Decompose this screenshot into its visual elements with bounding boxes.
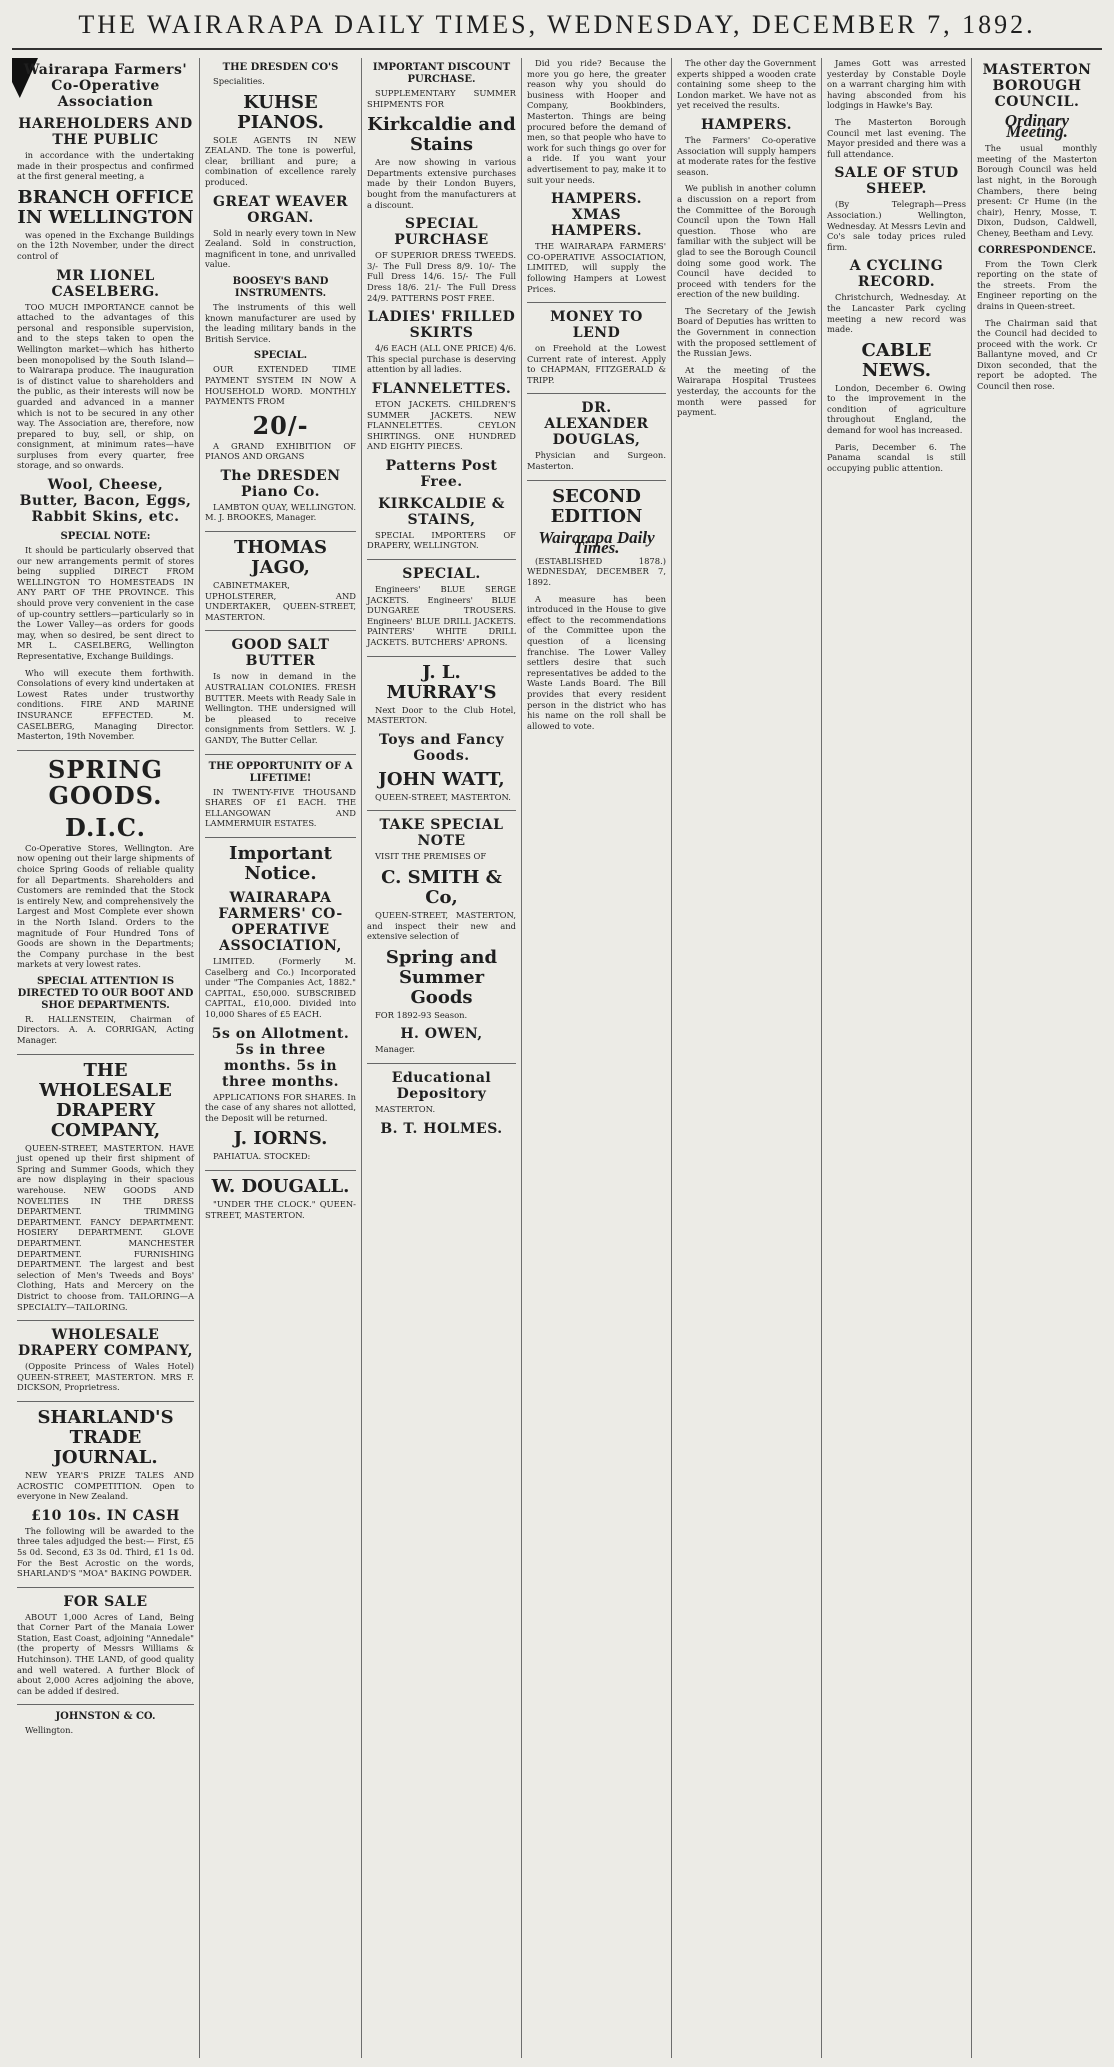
article-block bbox=[17, 1711, 194, 1736]
article-block bbox=[367, 868, 516, 942]
article-heading: SPECIAL NOTE: bbox=[60, 531, 151, 543]
article-heading: WHOLESALE DRAPERY COMPANY, bbox=[18, 1327, 193, 1360]
article-heading: B. T. HOLMES. bbox=[380, 1120, 503, 1137]
article-block bbox=[367, 948, 516, 1021]
article-block bbox=[17, 531, 194, 662]
article-body: on Freehold at the Lowest Current rate of interest. Apply to CHAPMAN, FITZGERALD & TRIPP. bbox=[527, 343, 666, 385]
article-block bbox=[367, 496, 516, 560]
article-heading: Kirkcaldie and Stains bbox=[367, 114, 516, 156]
article-body: Did you ride? Because the more you go here, the greater reason why you should do business with Hooper and Company, Bookbinders, Masterton. Things are being procured before the demand of men, so that people who have to work for such things go over for a ride. If you want your advertisement to pay, make it to suit your needs. bbox=[527, 58, 666, 185]
column-5 bbox=[672, 58, 822, 2058]
article-block bbox=[205, 468, 356, 532]
article-body: ABOUT 1,000 Acres of Land, Being that Corner Part of the Manaia Lower Station, East Coast, adjoining "Annedale" (the property of Messrs Williams & Hutchinson). THE LAND, of good quality and well watered. A further Block of about 2,000 Acres adjoining the above, can be added if desired. bbox=[17, 1611, 194, 1696]
article-block bbox=[827, 258, 966, 334]
article-block bbox=[367, 1121, 516, 1137]
article-block bbox=[17, 976, 194, 1055]
article-block bbox=[367, 309, 516, 375]
article-heading: Wool, Cheese, Butter, Bacon, Eggs, Rabbit Skins, etc. bbox=[19, 477, 192, 526]
article-heading: THE OPPORTUNITY OF A LIFETIME! bbox=[208, 760, 353, 784]
article-heading: KIRKCALDIE & STAINS, bbox=[378, 495, 505, 528]
article-heading: £10 10s. IN CASH bbox=[31, 1507, 180, 1524]
article-heading: SPECIAL. bbox=[402, 566, 481, 583]
article-heading: Spring and Summer Goods bbox=[385, 946, 498, 1008]
article-body: MASTERTON. bbox=[375, 1103, 436, 1114]
article-heading: J. L. MURRAY'S bbox=[386, 661, 497, 703]
article-block bbox=[17, 1508, 194, 1588]
article-heading: WAIRARAPA FARMERS' CO-OPERATIVE ASSOCIATION, bbox=[218, 889, 343, 954]
article-body: The following will be awarded to the three tales adjudged the best:— First, £5 5s 0d. Second, £3 3s 0d. Third, £1 1s 0d. For the Best Acrostic on the words, SHARLAND'S "MOA" BAKING POWDER. bbox=[17, 1525, 194, 1579]
article-body: The instruments of this well known manufacturer are used by the leading military bands in the British Service. bbox=[205, 301, 356, 344]
article-body: LIMITED. (Formerly M. Caselberg and Co.) Incorporated under "The Companies Act, 1882." CAPITAL, £50,000. SUBSCRIBED CAPITAL, £10,000. Divided into 10,000 Shares of £5 EACH. bbox=[205, 955, 356, 1019]
article-block bbox=[677, 58, 816, 111]
article-block bbox=[205, 761, 356, 838]
article-heading: JOHNSTON & CO. bbox=[55, 1711, 156, 1723]
article-heading: HAREHOLDERS AND THE PUBLIC bbox=[18, 116, 193, 148]
article-block bbox=[367, 458, 516, 490]
article-body: QUEEN-STREET, MASTERTON, and inspect their new and extensive selection of bbox=[367, 910, 516, 942]
article-body: London, December 6. Owing to the improvement in the condition of agriculture throughout England, the demand for wool has increased. bbox=[827, 382, 966, 436]
article-body: LAMBTON QUAY, WELLINGTON. M. J. BROOKES, Manager. bbox=[205, 501, 357, 523]
article-body: It should be particularly observed that our new arrangements permit of stores being supplied DIRECT FROM WELLINGTON TO HOMESTEADS IN ANY PART OF THE PROVINCE. This should prove very convenient in the case of up-country settlers—particularly so in the Lower Valley—as orders for goods may, when so desired, be sent direct to MR L. CASELBERG, Wellington Representative, Exchange Buildings. bbox=[17, 545, 194, 661]
article-body: Christchurch, Wednesday. At the Lancaster Park cycling meeting a new record was made. bbox=[827, 292, 966, 335]
article-body: ETON JACKETS. CHILDREN'S SUMMER JACKETS. NEW FLANNELETTES. CEYLON SHIRTINGS. ONE HUNDRED AND EIGHTY PIECES. bbox=[367, 398, 516, 452]
article-block bbox=[977, 111, 1097, 141]
article-heading: SECOND EDITION bbox=[550, 485, 643, 527]
article-heading: FOR SALE bbox=[63, 1593, 148, 1610]
article-body: SUPPLEMENTARY SUMMER SHIPMENTS FOR bbox=[367, 88, 516, 109]
article-block bbox=[17, 477, 194, 525]
article-heading: BOOSEY'S BAND INSTRUMENTS. bbox=[232, 275, 329, 299]
article-body: Paris, December 6. The Panama scandal is still occupying public attention. bbox=[827, 441, 966, 473]
article-block bbox=[977, 143, 1097, 238]
masthead-rule bbox=[12, 48, 1102, 50]
article-body: The usual monthly meeting of the Masterton Borough Council was held last night, in the Borough Chambers, there being present: Cr Hume (in the chair), Henry, Mosse, T. Dixon, Dudson, Caldwell, Cheney, Beetham and Levy. bbox=[977, 143, 1097, 238]
article-heading: D.I.C. bbox=[65, 812, 146, 842]
article-body: SOLE AGENTS IN NEW ZEALAND. The tone is powerful, clear, brilliant and pure; a combination of excellence rarely produced. bbox=[205, 134, 356, 187]
article-block bbox=[367, 817, 516, 862]
article-heading: Wairarapa Daily Times. bbox=[538, 527, 655, 558]
article-block bbox=[367, 1070, 516, 1115]
article-body: in accordance with the undertaking made in their prospectus and confirmed at the first general meeting, a bbox=[17, 150, 194, 182]
article-block bbox=[367, 566, 516, 657]
article-body: The Masterton Borough Council met last evening. The Mayor presided and there was a full attendance. bbox=[827, 116, 966, 159]
article-block bbox=[17, 188, 194, 262]
article-heading: FLANNELETTES. bbox=[371, 380, 512, 397]
article-heading: SPECIAL. bbox=[253, 350, 308, 362]
article-heading: THOMAS JAGO, bbox=[234, 537, 327, 579]
article-heading: IMPORTANT DISCOUNT PURCHASE. bbox=[372, 62, 511, 85]
column-1 bbox=[12, 58, 200, 2058]
article-body: From the Town Clerk reporting on the state of the streets. From the Engineer reporting on the drains in Queen-street. bbox=[977, 258, 1097, 311]
article-body: (By Telegraph—Press Association.) Wellington, Wednesday. At Messrs Levin and Co's sale today prices ruled firm. bbox=[827, 199, 966, 252]
article-heading: LADIES' FRILLED SKIRTS bbox=[367, 309, 516, 342]
article-body: Specialities. bbox=[213, 76, 265, 86]
article-block bbox=[677, 306, 816, 359]
article-body: Co-Operative Stores, Wellington. Are now opening out their large shipments of choice Spring Goods of reliable quality for all Departments. Shareholders and Customers are reminded that the Stock is entirely New, and comprehensively the Largest and Most Complete ever shown in the North Island. Orders to the magnitude of Four Hundred Tons of Goods are shown in the Departments; the Company purchase in the best markets at very lowest rates. bbox=[17, 842, 194, 970]
article-body: James Gott was arrested yesterday by Constable Doyle on a warrant charging him with having absconded from his lodgings in Hawke's Bay. bbox=[827, 58, 966, 111]
article-block bbox=[17, 668, 194, 751]
article-heading: MASTERTON BOROUGH COUNCIL. bbox=[982, 62, 1092, 110]
article-body: QUEEN-STREET, MASTERTON. bbox=[375, 791, 511, 802]
article-heading: A CYCLING RECORD. bbox=[849, 258, 944, 291]
page-title: THE WAIRARAPA DAILY TIMES, WEDNESDAY, DECEMBER 7, 1892. bbox=[78, 10, 1036, 39]
article-heading: THE WHOLESALE DRAPERY COMPANY, bbox=[39, 1059, 172, 1141]
article-heading: Toys and Fancy Goods. bbox=[378, 731, 505, 764]
article-heading: HAMPERS. bbox=[701, 116, 792, 133]
article-heading: DR. ALEXANDER DOUGLAS, bbox=[544, 400, 649, 449]
article-block bbox=[677, 117, 816, 177]
article-body: OUR EXTENDED TIME PAYMENT SYSTEM IN NOW A HOUSEHOLD WORD. MONTHLY PAYMENTS FROM bbox=[205, 364, 356, 407]
article-block bbox=[527, 400, 666, 480]
columns bbox=[12, 58, 1102, 2058]
article-body: was opened in the Exchange Buildings on the 12th November, under the direct control of bbox=[17, 229, 194, 261]
article-heading: J. IORNS. bbox=[233, 1128, 328, 1150]
article-heading: H. OWEN, bbox=[400, 1026, 483, 1043]
column-7 bbox=[972, 58, 1102, 2058]
article-heading: Patterns Post Free. bbox=[385, 457, 498, 490]
article-body: R. HALLENSTEIN, Chairman of Directors. A. A. CORRIGAN, Acting Manager. bbox=[17, 1013, 194, 1046]
article-block bbox=[677, 365, 816, 418]
article-body: (Opposite Princess of Wales Hotel) QUEEN-STREET, MASTERTON. MRS F. DICKSON, Proprietress. bbox=[17, 1361, 194, 1393]
article-block bbox=[527, 309, 666, 394]
article-body: The Farmers' Co-operative Association will supply hampers at moderate rates for the festive season. bbox=[677, 134, 816, 177]
article-block bbox=[17, 116, 194, 182]
article-heading: KUHSE PIANOS. bbox=[237, 91, 324, 133]
article-body: Is now in demand in the AUSTRALIAN COLONIES. FRESH BUTTER. Meets with Ready Sale in Wellington. THE undersigned will be pleased to receive consignments from Settlers. W. J. GANDY, The Butter Cellar. bbox=[205, 671, 356, 745]
article-block bbox=[17, 754, 194, 810]
article-body: Manager. bbox=[375, 1044, 416, 1055]
article-body: At the meeting of the Wairarapa Hospital Trustees yesterday, the accounts for the month were passed for payment. bbox=[677, 364, 816, 418]
article-heading: BRANCH OFFICE IN WELLINGTON bbox=[17, 186, 194, 228]
article-body: 4/6 EACH (ALL ONE PRICE) 4/6. This special purchase is deserving attention by all ladies. bbox=[367, 343, 516, 375]
article-body: Next Door to the Club Hotel, MASTERTON. bbox=[367, 704, 516, 726]
article-block bbox=[527, 594, 666, 732]
article-heading: CORRESPONDENCE. bbox=[977, 244, 1096, 256]
article-block bbox=[367, 381, 516, 452]
article-block bbox=[367, 732, 516, 764]
article-heading: GOOD SALT BUTTER bbox=[231, 637, 330, 670]
article-body: CABINETMAKER, UPHOLSTERER, AND UNDERTAKER, QUEEN-STREET, MASTERTON. bbox=[205, 580, 356, 622]
article-block bbox=[205, 538, 356, 631]
article-block bbox=[367, 663, 516, 726]
article-block bbox=[977, 62, 1097, 110]
article-heading: SPRING GOODS. bbox=[48, 754, 163, 810]
article-heading: CABLE NEWS. bbox=[861, 339, 932, 381]
column-6 bbox=[822, 58, 972, 2058]
article-heading: JOHN WATT, bbox=[378, 768, 505, 790]
article-block bbox=[367, 770, 516, 812]
article-body: The Secretary of the Jewish Board of Deputies has written to the Government in connection with the proposed settlement of the Russian Jews. bbox=[677, 305, 816, 359]
article-block bbox=[205, 637, 356, 754]
article-body: Engineers' BLUE SERGE JACKETS. Engineers' BLUE DUNGAREE TROUSERS. Engineers' BLUE DRILL JACKETS. PAINTERS' WHITE DRILL JACKETS. BUTCHERS' APRONS. bbox=[367, 584, 516, 648]
article-body: A GRAND EXHIBITION OF PIANOS AND ORGANS bbox=[205, 440, 356, 462]
article-block bbox=[205, 194, 356, 270]
article-block bbox=[205, 62, 356, 87]
article-heading: TAKE SPECIAL NOTE bbox=[379, 817, 504, 850]
article-block bbox=[827, 442, 966, 474]
article-block bbox=[677, 183, 816, 300]
article-block bbox=[527, 527, 666, 588]
article-block bbox=[17, 1061, 194, 1322]
article-body: Are now showing in various Departments extensive purchases made by their London Buyers, bought from the manufacturers at a discount. bbox=[367, 157, 516, 210]
article-block bbox=[205, 1177, 356, 1220]
article-block bbox=[367, 115, 516, 210]
article-block bbox=[205, 93, 356, 188]
article-body: The other day the Government experts shipped a wooden crate containing some sheep to the London market. We have not as yet received the results. bbox=[677, 58, 816, 111]
article-body: OF SUPERIOR DRESS TWEEDS. 3/- The Full Dress 8/9. 10/- The Full Dress 14/6. 15/- The Full Dress 18/6. 21/- The Full Dress 24/9. PATTERNS POST FREE. bbox=[367, 250, 516, 303]
article-body: A measure has been introduced in the House to give effect to the recommendations of the Committee upon the question of a licensing franchise. The Lower Valley settlers desire that such representatives be added to the Waste Lands Board. The Bill provides that every resident person in the district who has his name on the roll shall be allowed to vote. bbox=[527, 593, 666, 731]
article-body: Wellington. bbox=[25, 1725, 74, 1736]
article-block bbox=[527, 487, 666, 527]
article-body: Who will execute them forthwith. Consolations of every kind undertaken at Lowest Rates under trustworthy conditions. FIRE AND MARINE INSURANCE EFFECTED. M. CASELBERG, Managing Director. Masterton, 19th November. bbox=[17, 667, 194, 742]
masthead bbox=[0, 0, 1114, 50]
article-body: QUEEN-STREET, MASTERTON. HAVE just opened up their first shipment of Spring and Summer Goods, which they are now displaying in their spacious warehouse. NEW GOODS AND NOVELTIES IN THE DRESS DEPARTMENT. TRIMMING DEPARTMENT. FANCY DEPARTMENT. HOSIERY DEPARTMENT. GLOVE DEPARTMENT. MANCHESTER DEPARTMENT. FURNISHING DEPARTMENT. The largest and best selection of Men's Tweeds and Boys' Clothing, Hats and Mercery on the District to choose from. TAILORING—A SPECIALTY—TAILORING. bbox=[17, 1142, 194, 1312]
article-heading: C. SMITH & Co, bbox=[381, 867, 502, 908]
article-heading: SALE OF STUD SHEEP. bbox=[834, 165, 959, 198]
article-block bbox=[827, 117, 966, 159]
article-heading: 20/- bbox=[252, 410, 309, 440]
article-block bbox=[827, 58, 966, 111]
column-2 bbox=[200, 58, 362, 2058]
article-block bbox=[977, 318, 1097, 392]
article-block bbox=[827, 341, 966, 436]
article-block bbox=[205, 276, 356, 344]
article-heading: Wairarapa Farmers' Co-Operative Association bbox=[23, 62, 188, 110]
article-heading: Educational Depository bbox=[391, 1069, 492, 1102]
article-heading: HAMPERS. XMAS HAMPERS. bbox=[551, 191, 642, 240]
column-3 bbox=[362, 58, 522, 2058]
article-block bbox=[205, 1026, 356, 1124]
article-heading: SPECIAL ATTENTION IS DIRECTED TO OUR BOOT AND SHOE DEPARTMENTS. bbox=[17, 975, 194, 1011]
article-heading: Ordinary Meeting. bbox=[1004, 111, 1070, 141]
article-heading: The DRESDEN Piano Co. bbox=[220, 467, 341, 500]
article-body: Sold in nearly every town in New Zealand. Sold in construction, magnificent in tone, and unrivalled value. bbox=[205, 227, 356, 270]
article-body: Physician and Surgeon. Masterton. bbox=[527, 450, 666, 472]
article-body: NEW YEAR'S PRIZE TALES AND ACROSTIC COMPETITION. Open to everyone in New Zealand. bbox=[17, 1469, 194, 1502]
article-body: "UNDER THE CLOCK." QUEEN-STREET, MASTERTON. bbox=[205, 1198, 356, 1220]
column-4 bbox=[522, 58, 672, 2058]
article-heading: SPECIAL PURCHASE bbox=[394, 216, 489, 249]
article-heading: 5s on Allotment. 5s in three months. 5s in three months. bbox=[211, 1025, 350, 1090]
article-block bbox=[977, 245, 1097, 312]
article-block bbox=[17, 812, 194, 970]
article-body: FOR 1892-93 Season. bbox=[375, 1009, 468, 1020]
article-heading: Important Notice. bbox=[229, 842, 332, 884]
article-block bbox=[17, 62, 194, 110]
article-block bbox=[527, 191, 666, 303]
article-block bbox=[205, 890, 356, 1020]
article-heading: W. DOUGALL. bbox=[211, 1175, 350, 1197]
article-block bbox=[205, 410, 356, 462]
article-block bbox=[367, 62, 516, 109]
article-block bbox=[367, 1026, 516, 1064]
article-block bbox=[527, 58, 666, 185]
article-block bbox=[205, 844, 356, 884]
article-block bbox=[17, 1408, 194, 1502]
article-body: We publish in another column a discussion on a report from the Committee of the Borough Council upon the Town Hall question. Those who are familiar with the subject will be glad to see the Borough Council doing some good work. The Council have decided to proceed with tenders for the erection of the new building. bbox=[677, 183, 816, 300]
article-block bbox=[17, 1327, 194, 1402]
article-body: SPECIAL IMPORTERS OF DRAPERY, WELLINGTON. bbox=[367, 529, 516, 551]
article-block bbox=[205, 350, 356, 406]
article-block bbox=[367, 216, 516, 303]
article-body: TOO MUCH IMPORTANCE cannot be attached to the advantages of this personal and responsible supervision, and to the steps taken to open the Wellington market—which has hitherto been monopolised by the South Island—to Wairarapa produce. The inauguration is of distinct value to shareholders and the public, as their interests will now be guarded and advanced in a manner which is not to be secured in any other way. The Association are, therefore, now prepared to buy, sell, or ship, on consignment, at minimum rates—have surpluses from every quarter, free storage, and so onwards. bbox=[17, 301, 194, 471]
article-body: The Chairman said that the Council had decided to proceed with the work. Cr Ballantyne moved, and Cr Dixon seconded, that the report be adopted. The Council then rose. bbox=[977, 317, 1097, 392]
article-body: THE WAIRARAPA FARMERS' CO-OPERATIVE ASSOCIATION, LIMITED, will supply the following Hampers at Lowest Prices. bbox=[527, 241, 666, 294]
article-block bbox=[205, 1129, 356, 1171]
article-body: APPLICATIONS FOR SHARES. In the case of any shares not allotted, the Deposit will be returned. bbox=[205, 1091, 356, 1123]
article-body: PAHIATUA. STOCKED: bbox=[213, 1151, 311, 1162]
article-heading: MONEY TO LEND bbox=[550, 309, 643, 342]
article-body: VISIT THE PREMISES OF bbox=[375, 851, 487, 862]
article-heading: THE DRESDEN CO'S bbox=[222, 62, 339, 73]
article-block bbox=[17, 1594, 194, 1706]
article-heading: SHARLAND'S TRADE JOURNAL. bbox=[37, 1406, 174, 1468]
article-block bbox=[17, 268, 194, 472]
article-body: (ESTABLISHED 1878.) WEDNESDAY, DECEMBER 7, 1892. bbox=[527, 555, 666, 588]
article-heading: MR LIONEL CASELBERG. bbox=[51, 267, 160, 300]
article-heading: GREAT WEAVER ORGAN. bbox=[212, 193, 349, 226]
article-body: IN TWENTY-FIVE THOUSAND SHARES OF £1 EACH. THE ELLANGOWAN AND LAMMERMUIR ESTATES. bbox=[205, 786, 356, 829]
article-block bbox=[827, 165, 966, 252]
